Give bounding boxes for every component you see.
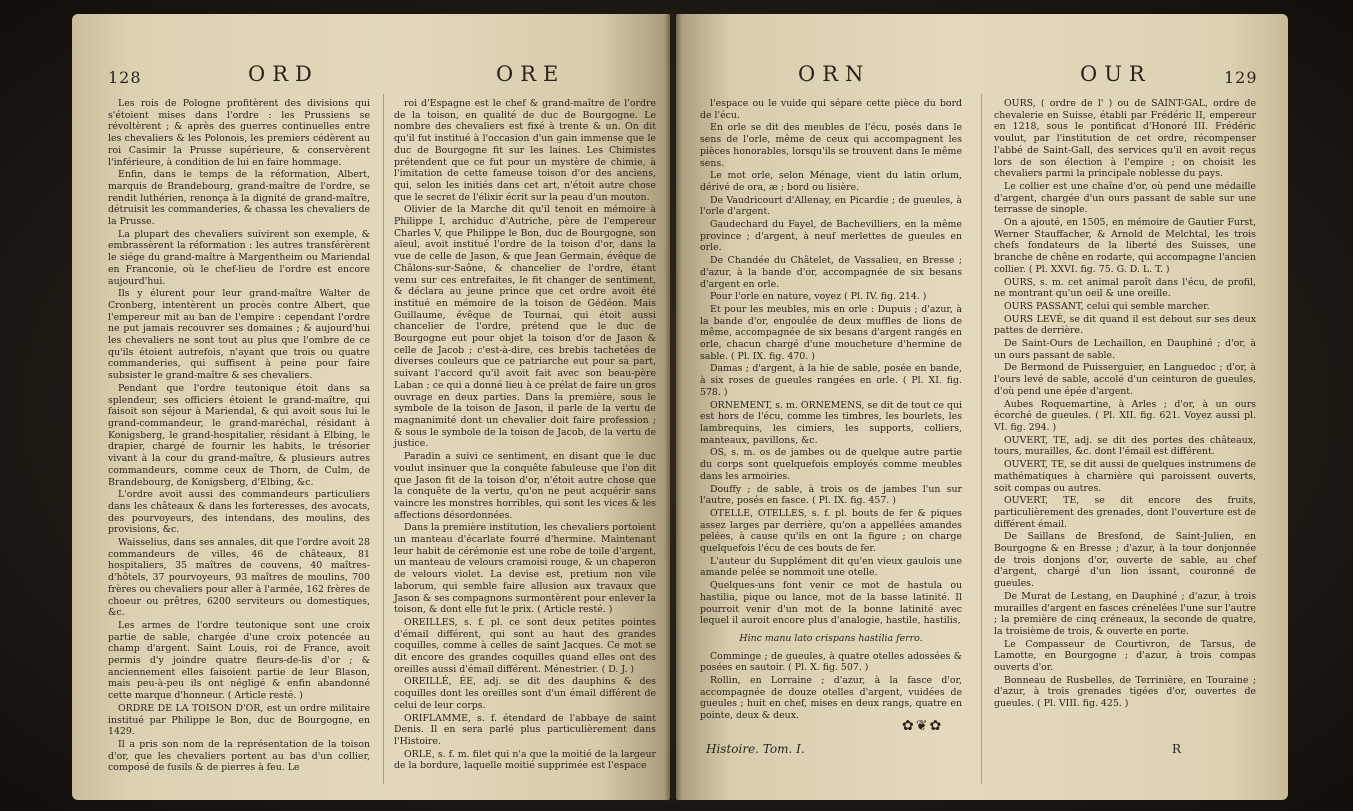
paragraph: L'ordre avoit aussi des commandeurs particuliers dans les châteaux & dans les forteresses, des avocats, des pourvoyeurs, des intendans, des moulins, des provisions, &c. (108, 489, 370, 536)
paragraph: Pour l'orle en nature, voyez ( Pl. IV. fig. 214. ) (710, 291, 927, 303)
paragraph: Paradin a suivi ce sentiment, en disant que le duc voulut insinuer que la conquête fabuleuse que l'on dit que Jason fit de la toison d'or, n'étoit autre chose que la conquête de la vertu, qu'on ne peut acquérir sans vaincre les monstres horribles, qui sont les vices & les affections désordonnées. (394, 451, 656, 521)
page-number: 128 (108, 68, 142, 87)
paragraph: roi d'Espagne est le chef & grand-maître de l'ordre de la toison, en qualité de duc de Bourgogne. Le nombre des chevaliers est fixé à trente & un. On dit qu'il fut institué à l'occasion d'un gain immense que le duc de Bourgogne fit sur les laines. Les Chimistes prétendent que ce fut pour un mystère de chimie, à l'imitation de cette fameuse toison d'or des anciens, qui, selon les initiés dans cet art, n'étoit autre chose que le secret de l'élixir écrit sur la peau d'un mouton. (394, 98, 656, 203)
paragraph: La plupart des chevaliers suivirent son exemple, & embrassèrent la réformation : les autres transférèrent le siége du grand-maître à Margentheim ou Mariendal en Franconie, où le chef-lieu de l'ordre est encore aujourd'hui. (108, 228, 370, 287)
paragraph: OURS, s. m. cet animal paroît dans l'écu, de profil, ne montrant qu'un oeil & une oreille. (994, 276, 1256, 300)
paragraph: Aubes Roquemartine, à Arles ; d'or, à un ours écorché de gueules. ( Pl. XII. fig. 621. Voyez aussi pl. VI. fig. 294. ) (994, 398, 1256, 433)
paragraph: De Saint-Ours de Lechaillon, en Dauphiné ; d'or, à un ours passant de sable. (994, 338, 1256, 361)
right-page (676, 14, 1288, 800)
paragraph: OURS PASSANT, celui qui semble marcher. (1004, 300, 1210, 312)
paragraph: Les rois de Pologne profitèrent des divisions qui s'étoient mises dans l'ordre : les Prussiens se révoltèrent ; & après des guerres continuelles entre les chevaliers & les Polonois, les premiers cédèrent au roi Casimir la Prusse supérieure, & conservèrent l'inférieure, à condition de lui en faire hommage. (108, 98, 370, 168)
paragraph: Dans la première institution, les chevaliers portoient un manteau d'écarlate fourré d'hermine. Maintenant leur habit de cérémonie est une robe de toile d'argent, un manteau de velours cramoisi rouge, & un chaperon de velours violet. La devise est, pretium non vile laborum, qui semble faire allusion aux travaux que Jason & ses compagnons surmontèrent pour enlever la toison, & dont elle fut le prix. ( Article resté. ) (394, 522, 656, 616)
left-page-header (72, 62, 670, 92)
paragraph: Le mot orle, selon Ménage, vient du latin orlum, dérivé de ora, æ ; bord ou lisière. (700, 170, 962, 193)
paragraph: Damas ; d'argent, à la hie de sable, posée en bande, à six roses de gueules rangées en orle. ( Pl. XI. fig. 578. ) (700, 363, 962, 398)
paragraph: OUVERT, TE, se dit encore des fruits, particulièrement des grenades, dont l'ouverture est de différent émail. (994, 495, 1256, 530)
paragraph: OTELLE, OTELLES, s. f. pl. bouts de fer & piques assez larges par derrière, qu'on a appellées amandes pelées, à cause qu'ils en ont la figure ; on charge quelquefois l'écu de ces bouts de fer. (700, 507, 962, 555)
paragraph: Le collier est une chaîne d'or, où pend une médaille d'argent, chargée d'un ours passant de sable sur une terrasse de sinople. (994, 180, 1256, 216)
paragraph: ORLE, s. f. m. filet qui n'a que la moitié de la largeur de la bordure, laquelle moitié supprimée est l'espace (394, 748, 656, 772)
fleuron-ornament: ✿❦✿ (902, 718, 944, 734)
paragraph: ORDRE DE LA TOISON D'OR, est un ordre militaire institué par Philippe le Bon, duc de Bourgogne, en 1429. (108, 702, 370, 738)
paragraph: Ils y élurent pour leur grand-maître Walter de Cronberg, intentèrent un procès contre Albert, que l'empereur mit au ban de l'empire : cependant l'ordre ne put jamais recouvrer ses domaines ; & aujourd'hui les chevaliers ne sont tout au plus que l'ombre de ce qu'ils étoient autrefois, n'ayant que trois ou quatre commanderies, qui suffisent à peine pour faire subsister le grand-maître & ses chevaliers. (108, 288, 370, 382)
paragraph: De Saillans de Bresfond, de Saint-Julien, en Bourgogne & en Bresse ; d'azur, à la tour donjonnée de trois donjons d'or, ouverte de sable, au chef d'argent, chargé d'un lion issant, couronné de gueules. (994, 531, 1256, 590)
paragraph: De Vaudricourt d'Allenay, en Picardie ; de gueules, à l'orle d'argent. (700, 194, 962, 218)
paragraph: OURS LEVÉ, se dit quand il est debout sur ses deux pattes de derrière. (994, 313, 1256, 337)
footer-signature: Histoire. Tom. I. (706, 742, 805, 756)
text-column-right (994, 98, 1256, 711)
page-number: 129 (1224, 68, 1258, 87)
paragraph: Waisselius, dans ses annales, dit que l'ordre avoit 28 commandeurs de villes, 46 de châteaux, 81 hospitaliers, 35 maîtres de couvens, 40 maîtres-d'hôtels, 37 pourvoyeurs, 93 maîtres de moulins, 700 frères ou chevaliers pour aller à l'armée, 162 frères de choeur ou prêtres, 6200 serviteurs ou domestiques, &c. (108, 537, 370, 619)
paragraph: Enfin, dans le temps de la réformation, Albert, marquis de Brandebourg, grand-maître de l'ordre, se rendit luthérien, renonça à la dignité de grand-maître, détruisit les commanderies, & chassa les chevaliers de la Prusse. (108, 169, 370, 228)
paragraph: Olivier de la Marche dit qu'il tenoit en mémoire à Philippe I, archiduc d'Autriche, père de l'empereur Charles V, que Philippe le Bon, duc de Bourgogne, son aïeul, avoit institué l'ordre de la toison d'or, dans la vue de celle de Jason, & que Jean Germain, évêque de Châlons-sur-Saône, & chancelier de l'ordre, étant venu sur ces entrefaites, le fit changer de sentiment, & déclara au jeune prince que cet ordre avoit été institué en mémoire de la toison de Gédéon. Mais Guillaume, évêque de Tournai, qui étoit aussi chancelier de l'ordre, prétend que le duc de Bourgogne eut pour objet la toison d'or de Jason & celle de Jacob ; c'est-à-dire, ces brebis tachetées de diverses couleurs que ce patriarche eut pour sa part, suivant l'accord qu'il avoit fait avec son beau-père Laban ; ce qui a donné lieu à ce prélat de faire un gros ouvrage en deux parties. Dans la première, sous le symbole de la toison de Jason, il parle de la vertu de magnanimité dont un chevalier doit faire profession ; & sous le symbole de la toison de Jacob, de la vertu de justice. (394, 204, 656, 450)
running-head: ORE (496, 62, 566, 86)
paragraph: En orle se dit des meubles de l'écu, posés dans le sens de l'orle, même de ceux qui accompagnent les pièces honorables, lorsqu'ils se trouvent dans le même sens. (700, 122, 962, 169)
paragraph: Gaudechard du Fayel, de Bachevilliers, en la même province ; d'argent, à neuf merlettes de gueules en orle. (700, 219, 962, 254)
signature-mark: R (1172, 742, 1182, 756)
latin-quotation: Hinc manu lato crispans hastilia ferro. (739, 632, 923, 644)
paragraph: OREILLES, s. f. pl. ce sont deux petites pointes d'émail différent, qui sont au haut des grandes coquilles, comme à celles de saint Jacques. Ce mot se dit encore des grandes coquilles quand elles ont des oreilles aussi d'émail différent. Ménestrier. ( D. J. ) (394, 616, 656, 675)
paragraph: ORNEMENT, s. m. ORNEMENS, se dit de tout ce qui est hors de l'écu, comme les timbres, les bourlets, les lambrequins, les cimiers, les supports, colliers, manteaux, pavillons, &c. (700, 399, 963, 446)
paragraph: Bonneau de Rusbelles, de Terrinière, en Touraine ; d'azur, à trois grenades tigées d'or, ouvertes de gueules. ( Pl. VIII. fig. 425. ) (994, 674, 1256, 710)
text-column-left (700, 98, 962, 723)
paragraph: ORIFLAMME, s. f. étendard de l'abbaye de saint Denis. Il en sera parlé plus particulièrement dans l'Histoire. (394, 712, 656, 747)
paragraph: De Chandée du Châtelet, de Vassalieu, en Bresse ; d'azur, à la bande d'or, accompagnée de six besans d'argent en orle. (700, 255, 962, 290)
paragraph: l'espace ou le vuide qui sépare cette pièce du bord de l'écu. (700, 98, 962, 121)
paragraph: Pendant que l'ordre teutonique étoit dans sa splendeur, ses officiers étoient le grand-maître, qui faisoit son séjour à Mariendal, & qui avoit sous lui le grand-commandeur, le grand-maréchal, résidant à Konigsberg, le grand-hospitalier, résidant à Elbing, le drapier, chargé de fournir les habits, le trésorier vivant à la cour du grand-maître, & plusieurs autres commandeurs, comme ceux de Thorn, de Culm, de Brandebourg, de Konigsberg, d'Elbing, &c. (108, 382, 370, 488)
running-head: ORD (248, 62, 319, 86)
running-head: ORN (798, 62, 871, 86)
text-column-right (394, 98, 656, 773)
paragraph: OREILLÉ, ÉE, adj. se dit des dauphins & des coquilles dont les oreilles sont d'un émail différent de celui de leur corps. (394, 676, 656, 711)
paragraph: OUVERT, TE, se dit aussi de quelques instrumens de mathématiques à charnière qui paroissent ouverts, soit compas ou autres. (994, 459, 1256, 494)
paragraph: De Murat de Lestang, en Dauphiné ; d'azur, à trois murailles d'argent en fasces crénelées l'une sur l'autre ; la première de cinq créneaux, la seconde de quatre, la troisième de trois, & ouverte en porte. (994, 590, 1256, 637)
text-column-left (108, 98, 370, 775)
paragraph: Douffy ; de sable, à trois os de jambes l'un sur l'autre, posés en fasce. ( Pl. IX. fig. 457. ) (700, 483, 962, 507)
paragraph: Comminge ; de gueules, à quatre otelles adossées & posées en sautoir. ( Pl. X. fig. 507. ) (700, 650, 962, 674)
paragraph: Quelques-uns font venir ce mot de hastula ou hastilia, pique ou lance, mot de la basse latinité. Il pourroit venir d'un mot de la bonne latinité avec lequel il auroit encore plus d'analogie, hastile, hastilis, (700, 580, 962, 627)
column-rule (383, 94, 384, 784)
paragraph: OUVERT, TE, adj. se dit des portes des châteaux, tours, murailles, &c. dont l'émail est différent. (994, 434, 1256, 458)
paragraph: L'auteur du Supplément dit qu'en vieux gaulois une amande pelée se nommoit une otelle. (700, 555, 962, 579)
left-page (72, 14, 670, 800)
paragraph: OURS, ( ordre de l' ) ou de SAINT-GAL, ordre de chevalerie en Suisse, établi par Frédéric II, empereur en 1218, sous le pontificat d'Honoré III. Frédéric voulut, par l'institution de cet ordre, récompenser l'abbé de Saint-Gall, des services qu'il en avoit reçus lors de son élection à l'empire ; on choisit les chevaliers parmi la principale noblesse du pays. (994, 98, 1256, 180)
paragraph: Le Compasseur de Courtivron, de Tarsus, de Lamotte, en Bourgogne ; d'azur, à trois compas ouverts d'or. (994, 638, 1256, 674)
column-rule (981, 94, 982, 784)
paragraph: On a ajouté, en 1505, en mémoire de Gautier Furst, Werner Stauffacher, & Arnold de Melchtal, les trois chefs fondateurs de la liberté des Suisses, une branche de chêne en rodarte, qui accompagne l'ancien collier. ( Pl. XXVI. fig. 75. G. D. L. T. ) (994, 217, 1256, 275)
paragraph: Rollin, en Lorraine ; d'azur, à la fasce d'or, accompagnée de douze otelles d'argent, vuidées de gueules ; huit en chef, mises en deux rangs, quatre en pointe, deux & deux. (700, 675, 962, 722)
book-gutter (664, 10, 682, 802)
paragraph: Et pour les meubles, mis en orle : Dupuis ; d'azur, à la bande d'or, engoulée de deux muffles de lions de même, accompagnée de six besans d'argent rangés en orle, chacun chargé d'une moucheture d'hermine de sable. ( Pl. IX. fig. 470. ) (700, 303, 962, 362)
paragraph: Il a pris son nom de la représentation de la toison d'or, que les chevaliers portent au bas d'un collier, composé de fusils & de pierres à feu. Le (108, 738, 370, 774)
right-page-header (676, 62, 1288, 92)
paragraph: Les armes de l'ordre teutonique sont une croix partie de sable, chargée d'une croix potencée au champ d'argent. Saint Louis, roi de France, avoit permis d'y joindre quatre fleurs-de-lis d'or ; & anciennement elles faisoient partie de leur Blason, mais peu-à-peu ils ont négligé & enfin abandonné cette marque d'honneur. ( Article resté. ) (108, 619, 370, 702)
running-head: OUR (1080, 62, 1152, 86)
paragraph: De Bermond de Puisserguier, en Languedoc ; d'or, à l'ours levé de sable, accolé d'un ceinturon de gueules, d'où pend une épée d'argent. (994, 362, 1256, 397)
paragraph: OS, s. m. os de jambes ou de quelque autre partie du corps sont quelquefois employés comme meubles dans les armoiries. (700, 447, 962, 482)
